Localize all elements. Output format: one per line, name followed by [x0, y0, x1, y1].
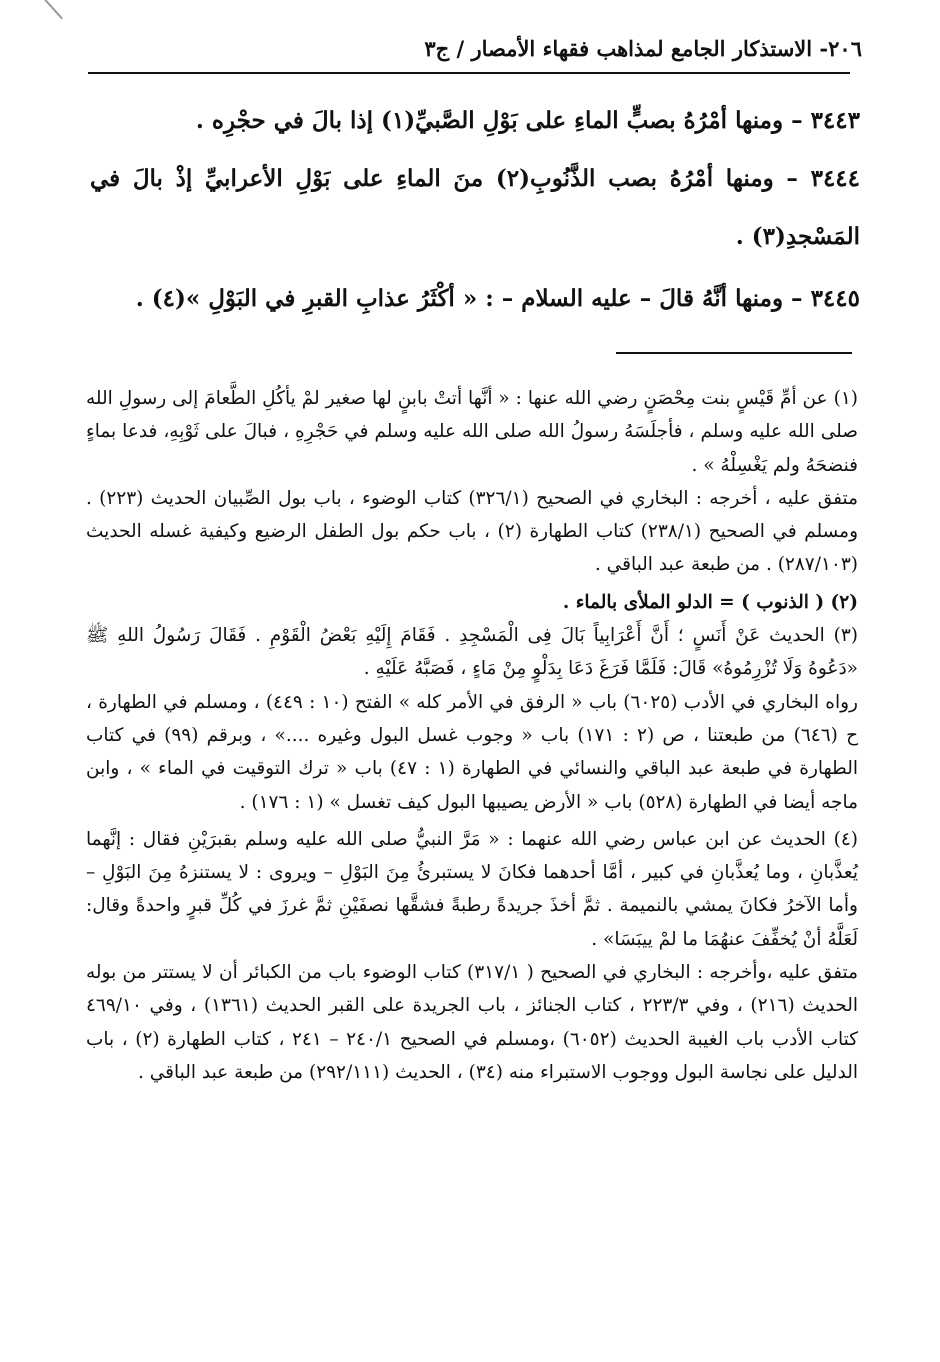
footnote-1-source: متفق عليه ، أخرجه : البخاري في الصحيح (٣٢٦/١) كتاب الوضوء ، باب بول الصِّبيان الحديث (٢٢٣) . ومسلم في الصحيح (٢٣٨/١) كتاب الطهارة (٢) ، باب حكم بول الطفل الرضيع وكيفية غسله الحديث (٢٨٧/١٠٣) . من طبعة عبد الباقي .	[86, 487, 859, 576]
footnote-3-source: رواه البخاري في الأدب (٦٠٢٥) باب « الرفق في الأمر كله » الفتح (١٠ : ٤٤٩) ، ومسلم في الطهارة ، ح (٦٤٦) من طبعتنا ، ص (٢ : ١٧١) باب « وجوب غسل البول وغيره ....» ، وبرقم (٩٩) في كتاب الطهارة في طبعة عبد الباقي والنسائي في الطهارة (١ : ٤٧) باب « ترك التوقيت في الماء » ، وابن ماجه أيضا في الطهارة (٥٢٨) باب « الأرض يصيبها البول كيف تغسل » (١ : ١٧٦) .	[86, 691, 859, 813]
footnote-4: (٤) الحديث عن ابن عباس رضي الله عنهما : « مَرَّ النبيُّ صلى الله عليه وسلم بقبرَيْنِ فقال : إنَّهما يُعذَّبانِ ، وما يُعذَّبانِ في كبير ، أمَّا أحدهما فكانَ لا يستبرئُ مِنَ البَوْلِ – ويروى : لا يستنزهُ مِنَ البَوْلِ – وأما الآخرُ فكانَ يمشي بالنميمة . ثمَّ أخذَ جريدةً رطبةً فشقَّها نصفَيْنِ ثمَّ غرزَ في كُلِّ قبرٍ واحدةً وقال: لَعَلَّهُ أنْ يُخفِّفَ عنهُمَا ما لمْ ييبَسَا» .	[86, 828, 858, 950]
running-header: ٢٠٦- الاستذكار الجامع لمذاهب فقهاء الأمصار / ج٣	[424, 36, 862, 61]
footnote-2: (٢) ( الذنوب ) = الدلو الملأى بالماء .	[562, 591, 858, 613]
header-rule	[88, 72, 850, 74]
main-text	[90, 92, 860, 328]
footnote-4-source: متفق عليه ،وأخرجه : البخاري في الصحيح ( ٣١٧/١) كتاب الوضوء باب من الكبائر أن لا يستتر من بوله الحديث (٢١٦) ، وفي ٢٢٣/٣ ، كتاب الجنائز ، باب الجريدة على القبر الحديث (١٣٦١) ، وفي ٤٦٩/١٠ كتاب الأدب باب الغيبة الحديث (٦٠٥٢) ،ومسلم في الصحيح ٢٤٠/١ – ٢٤١ ، كتاب الطهارة (٢) ، باب الدليل على نجاسة البول ووجوب الاستبراء منه (٣٤) ، الحديث (٢٩٢/١١١) من طبعة عبد الباقي .	[86, 962, 859, 1083]
entry-3445: ٣٤٤٥ – ومنها أنَّهُ قالَ – عليه السلام – : « أكْثَرُ عذابِ القبرِ في البَوْلِ »(٤) .	[135, 285, 860, 312]
footnote-3: (٣) الحديث عَنْ أَنَسٍ ؛ أَنَّ أَعْرَابِياً بَالَ فِى الْمَسْجِدِ . فَقَامَ إِلَيْهِ بَعْضُ الْقَوْمِ . فَقَالَ رَسُولُ اللهِ ﷺ «دَعُوهُ وَلَا تُزْرِمُوهُ» قَالَ: فَلَمَّا فَرَغَ دَعَا بِدَلْوٍ مِنْ مَاءٍ ، فَصَبَّهُ عَلَيْهِ .	[86, 625, 858, 680]
entry-3443: ٣٤٤٣ – ومنها أمْرُهُ بصبٍّ الماءِ على بَوْلِ الصَّبيِّ(١) إذا بالَ في حجْرِه .	[195, 107, 860, 134]
footnote-separator	[616, 352, 852, 354]
footnotes	[86, 382, 858, 1089]
entry-3444: ٣٤٤٤ – ومنها أمْرُهُ بصب الذَّنُوبِ(٢) منَ الماءِ على بَوْلِ الأعرابيِّ إذْ بالَ في المَسْجدِ(٣) .	[90, 165, 861, 250]
scan-corner-mark	[44, 0, 63, 19]
footnote-1: (١) عن أمِّ قَيْسٍ بنت مِحْصَنٍ رضي الله عنها : « أنَّها أتتْ بابنٍ لها صغير لمْ يأكُلِ الطَّعامَ إلى رسولِ الله صلى الله عليه وسلم ، فأجلَسَهُ رسولُ الله صلى الله عليه وسلم في حَجْرِهِ ، فبالَ على ثَوْبِهِ، فدعا بماءٍ فنضحَهُ ولم يَغْسِلْهُ » .	[86, 388, 858, 476]
